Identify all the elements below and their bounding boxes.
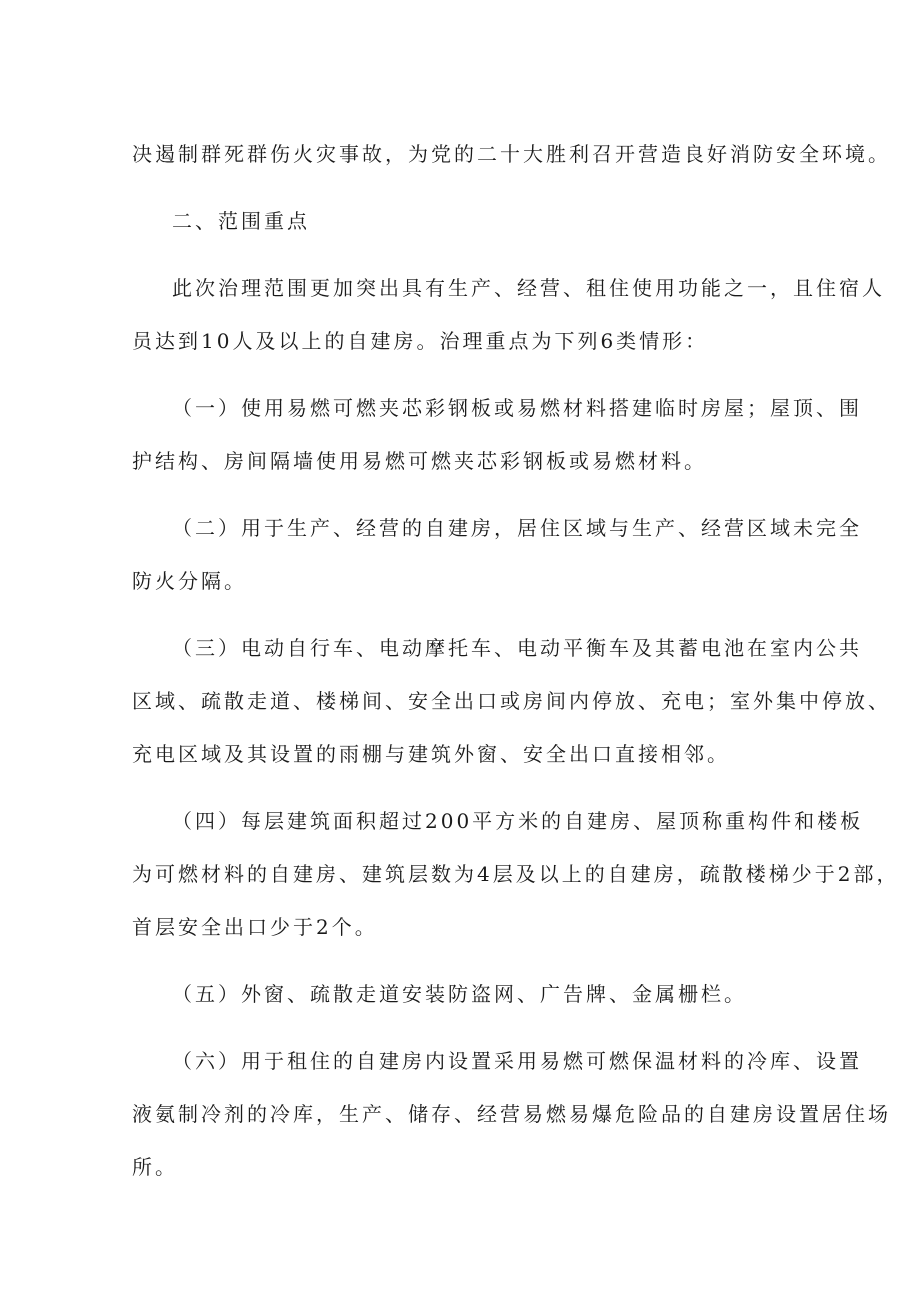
section-heading: 二、范围重点 (172, 209, 310, 233)
list-item-line: （六）用于租住的自建房内设置采用易燃可燃保温材料的冷库、设置 (172, 1049, 862, 1073)
list-item-line: 首层安全出口少于2个。 (132, 915, 378, 939)
list-item-line: （二）用于生产、经营的自建房，居住区域与生产、经营区域未完全 (172, 516, 862, 540)
paragraph-line: 决遏制群死群伤火灾事故，为党的二十大胜利召开营造良好消防安全环境。 (132, 142, 891, 166)
list-item-line: （四）每层建筑面积超过200平方米的自建房、屋顶称重构件和楼板 (172, 809, 864, 833)
list-item-line: （五）外窗、疏散走道安装防盗网、广告牌、金属栅栏。 (172, 982, 747, 1006)
list-item-line: 液氨制冷剂的冷库，生产、储存、经营易燃易爆危险品的自建房设置居住场 (132, 1102, 891, 1126)
list-item-line: 充电区域及其设置的雨棚与建筑外窗、安全出口直接相邻。 (132, 742, 730, 766)
list-item-line: （三）电动自行车、电动摩托车、电动平衡车及其蓄电池在室内公共 (172, 636, 862, 660)
paragraph-line: 此次治理范围更加突出具有生产、经营、租住使用功能之一，且住宿人 (172, 276, 885, 300)
list-item-line: 防火分隔。 (132, 569, 247, 593)
list-item-line: 区域、疏散走道、楼梯间、安全出口或房间内停放、充电；室外集中停放、 (132, 689, 891, 713)
list-item-line: 护结构、房间隔墙使用易燃可燃夹芯彩钢板或易燃材料。 (132, 449, 707, 473)
list-item-line: 为可燃材料的自建房、建筑层数为4层及以上的自建房，疏散楼梯少于2部， (132, 862, 900, 886)
list-item-line: 所。 (132, 1155, 178, 1179)
paragraph-line: 员达到10人及以上的自建房。治理重点为下列6类情形： (132, 329, 709, 353)
list-item-line: （一）使用易燃可燃夹芯彩钢板或易燃材料搭建临时房屋；屋顶、围 (172, 396, 862, 420)
